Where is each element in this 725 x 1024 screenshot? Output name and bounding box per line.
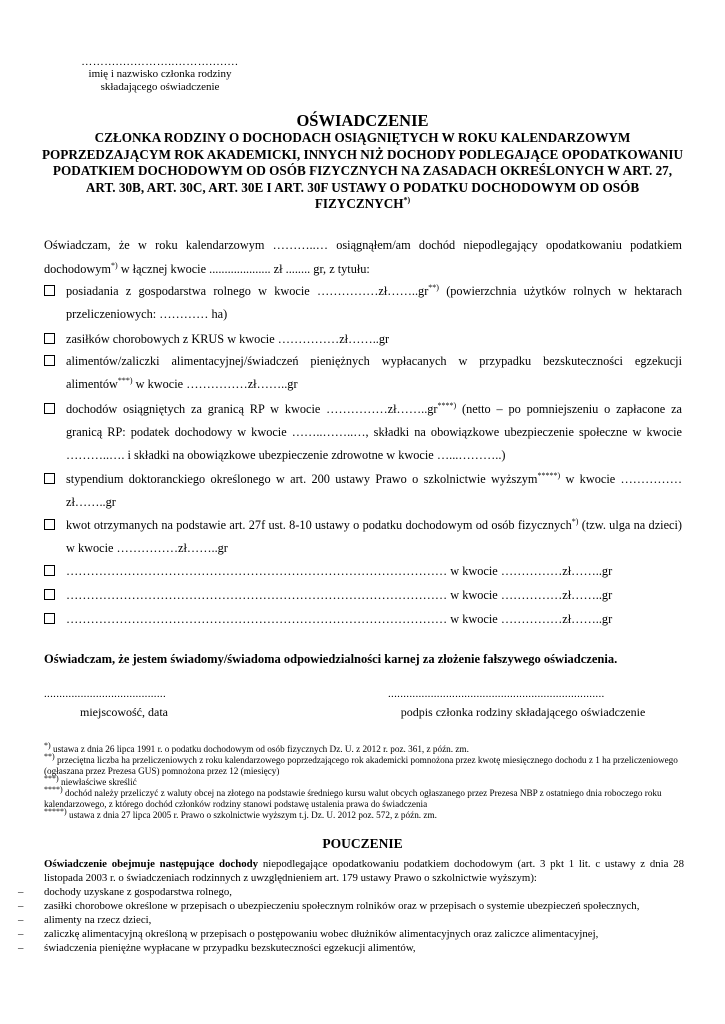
checkbox[interactable] (44, 613, 55, 624)
instructions-lead-rest: niepodlegające opodatkowaniu podatkiem dochodowym (art. 3 pkt 1 lit. c ustawy z dnia 28 listopada 2003 r. o świadczeniach rodzinnych z uwzględnieniem art. 179 ustawy Prawo o szkolnictwie wyższym): (44, 858, 684, 884)
intro-paragraph (44, 233, 682, 281)
footnote (44, 740, 684, 755)
signature-label: podpis członka rodziny składającego oświadczenie (400, 705, 646, 719)
item-text: alimentów/zaliczki alimentacyjnej/świadczeń pieniężnych wypłacanych w przypadku bezskuteczności egzekucji alimentów (66, 354, 682, 391)
intro-text-1: Oświadczam, że w roku kalendarzowym ………..… osiągnąłem/am dochód niepodlegający opodatkowaniu podatkiem dochodowym (44, 238, 682, 276)
name-label-line1: imię i nazwisko członka rodziny (88, 68, 232, 80)
item-text[interactable]: ………………………………………………………………………………… w kwocie ……………zł……..gr (66, 612, 613, 626)
footnote (44, 773, 684, 788)
footnote-mark: ***) (44, 773, 59, 783)
dash-bullet: – (18, 886, 24, 898)
instructions-list-item (18, 942, 698, 956)
item-text-cont: w kwocie ……………zł……..gr (132, 377, 298, 391)
item-footnote-mark: *) (571, 516, 579, 526)
income-item-other-3 (44, 608, 682, 631)
dash-bullet: – (18, 900, 24, 912)
name-dotted-line[interactable]: ……….….………..……….….… (81, 56, 239, 68)
list-item-text: zaliczkę alimentacyjną określoną w przepisach o postępowaniu wobec dłużników alimentacyjnych oraz zaliczce alimentacyjnej, (44, 928, 599, 940)
item-text-cont: (netto – po pomniejszeniu o zapłacone za granicą RP: podatek dochodowy w kwocie ……..……..…, składki na obowiązkowe ubezpieczenie społeczne w kwocie ………..…. i składki na obowiązkowe ubezpieczenie zdrowotne w kwocie …...………..) (66, 402, 682, 462)
dash-bullet: – (18, 928, 24, 940)
intro-footnote-mark: *) (110, 260, 118, 270)
liability-declaration: Oświadczam, że jestem świadomy/świadoma odpowiedzialności karnej za złożenie fałszywego oświadczenia. (44, 652, 618, 666)
intro-text-2: w łącznej kwocie .................... zł ........ gr, z tytułu: (117, 262, 370, 276)
item-footnote-mark: *****) (537, 470, 561, 480)
income-item-child-relief (44, 514, 682, 560)
instructions-list-item (18, 886, 698, 900)
checkbox[interactable] (44, 333, 55, 344)
list-item-text: świadczenia pieniężne wypłacane w przypadku bezskuteczności egzekucji alimentów, (44, 942, 416, 954)
footnote (44, 806, 684, 821)
income-item-other-2 (44, 584, 682, 607)
item-text-cont: w kwocie ……………zł……..gr (66, 472, 682, 509)
list-item-text: dochody uzyskane z gospodarstwa rolnego, (44, 886, 232, 898)
checkbox[interactable] (44, 589, 55, 600)
footnote-text: przeciętna liczba ha przeliczeniowych z roku kalendarzowego poprzedzającego rok akademicki pomnożona przez kwotę miesięcznego dochodu z 1 ha przeliczeniowego (ogłaszana przez Prezesa GUS) pomnożona przez 12 (miesięcy) (44, 755, 678, 776)
place-date-field[interactable]: ........................................ (44, 688, 166, 700)
footnote-text: ustawa z dnia 27 lipca 2005 r. Prawo o szkolnictwie wyższym t.j. Dz. U. 2012 poz. 572, z późn. zm. (66, 810, 437, 820)
name-label (55, 68, 265, 94)
document-subtitle (40, 130, 685, 213)
footnote (44, 784, 684, 810)
item-text[interactable]: ………………………………………………………………………………… w kwocie ……………zł……..gr (66, 588, 613, 602)
name-label-line2: składającego oświadczenie (100, 81, 220, 93)
item-text: kwot otrzymanych na podstawie art. 27f ust. 8-10 ustawy o podatku dochodowym od osób fizycznych (66, 518, 572, 532)
item-text[interactable]: ………………………………………………………………………………… w kwocie ……………zł……..gr (66, 564, 613, 578)
footnote-text: dochód należy przeliczyć z waluty obcej na złotego na podstawie średniego kursu walut obcych ogłaszanego przez Prezesa NBP z ostatniego dnia roboczego roku kalendarzowego, z którego dochód członków rodziny stanowi podstawę ustalenia prawa do świadczenia (44, 788, 662, 809)
instructions-title: POUCZENIE (322, 836, 403, 851)
item-footnote-mark: **) (428, 282, 439, 292)
item-text-cont: (tzw. ulga na dzieci) w kwocie ……………zł……..gr (66, 518, 683, 555)
instructions-list-item (18, 928, 698, 942)
item-text: zasiłków chorobowych z KRUS w kwocie ……………zł……..gr (66, 332, 390, 346)
checkbox[interactable] (44, 285, 55, 296)
dash-bullet: – (18, 942, 24, 954)
income-item-alimony (44, 350, 682, 396)
checkbox[interactable] (44, 565, 55, 576)
checkbox[interactable] (44, 473, 55, 484)
signature-field[interactable]: ....................................................................... (388, 688, 605, 700)
income-item-farm (44, 280, 682, 326)
income-item-abroad (44, 398, 682, 467)
instructions-list-item (18, 914, 698, 928)
item-footnote-mark: ***) (117, 375, 133, 385)
checkbox[interactable] (44, 403, 55, 414)
footnote-text: ustawa z dnia 26 lipca 1991 r. o podatku dochodowym od osób fizycznych Dz. U. z 2012 r. poz. 361, z późn. zm. (50, 744, 469, 754)
footnote (44, 751, 684, 777)
checkbox[interactable] (44, 355, 55, 366)
list-item-text: alimenty na rzecz dzieci, (44, 914, 152, 926)
subtitle-footnote-mark: *) (403, 195, 411, 205)
instructions-lead-bold: Oświadczenie obejmuje następujące dochody (44, 858, 259, 870)
income-item-doctoral-stipend (44, 468, 682, 514)
item-footnote-mark: ****) (437, 400, 457, 410)
document-title: OŚWIADCZENIE (296, 111, 429, 130)
income-item-krus (44, 328, 682, 351)
footnote-text: niewłaściwe skreślić (58, 777, 137, 787)
footnote-mark: *) (44, 740, 51, 750)
place-date-label: miejscowość, data (80, 705, 168, 719)
dash-bullet: – (18, 914, 24, 926)
subtitle-text: CZŁONKA RODZINY O DOCHODACH OSIĄGNIĘTYCH W ROKU KALENDARZOWYM POPRZEDZAJĄCYM ROK AKADEMICKI, INNYCH NIŻ DOCHODY PODLEGAJĄCE OPODATKOWANIU PODATKIEM DOCHODOWYM OD OSÓB FIZYCZNYCH NA ZASADACH OKREŚLONYCH W ART. 27, ART. 30B, ART. 30C, ART. 30E I ART. 30F USTAWY O PODATKU DOCHODOWYM OD OSÓB FIZYCZNYCH (41, 130, 684, 211)
instructions-lead (44, 858, 684, 885)
checkbox[interactable] (44, 519, 55, 530)
item-text: posiadania z gospodarstwa rolnego w kwocie ……………zł……..gr (66, 284, 429, 298)
list-item-text: zasiłki chorobowe określone w przepisach o ubezpieczeniu społecznym rolników oraz w przepisach o systemie ubezpieczeń społecznych, (44, 900, 640, 912)
item-text: stypendium doktoranckiego określonego w art. 200 ustawy Prawo o szkolnictwie wyższym (66, 472, 538, 486)
footnote-mark: *****) (44, 806, 67, 816)
footnote-mark: ****) (44, 784, 63, 794)
instructions-list-item (18, 900, 698, 914)
item-text: dochodów osiągniętych za granicą RP w kwocie ……………zł……..gr (66, 402, 438, 416)
income-item-other-1 (44, 560, 682, 583)
footnote-mark: **) (44, 751, 55, 761)
item-text-cont: (powierzchnia użytków rolnych w hektarach przeliczeniowych: ………… ha) (66, 284, 682, 321)
